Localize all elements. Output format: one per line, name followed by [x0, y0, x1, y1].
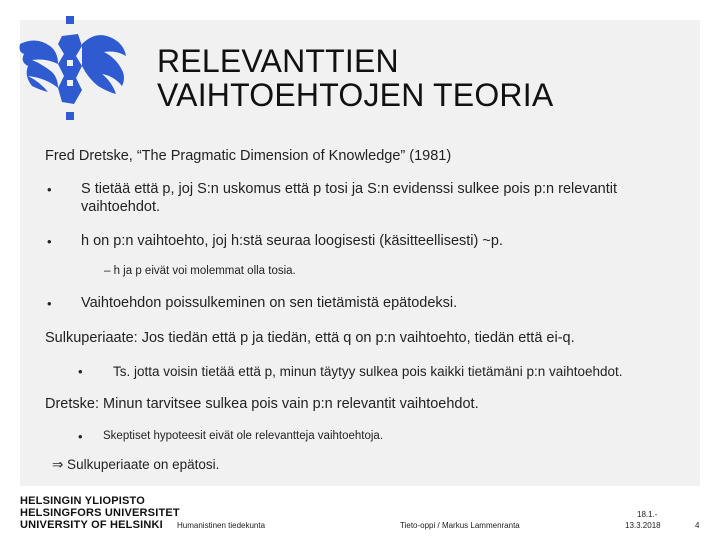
bullet-marker: •: [47, 182, 52, 197]
dretske-bullet-text: Skeptiset hypoteesit eivät ole relevantteja vaihtoehtoja.: [103, 430, 384, 442]
bullet-1-line-2: vaihtoehdot.: [81, 199, 161, 215]
title-line-1: RELEVANTTIEN: [157, 43, 399, 79]
university-wordmark: [20, 495, 180, 531]
title-line-2: VAIHTOEHTOJEN TEORIA: [157, 77, 554, 113]
university-logo-icon: [18, 16, 136, 128]
closure-bullet-text: Ts. jotta voisin tietää että p, minun täytyy sulkea pois kaikki tietämäni p:n vaihtoehdot.: [113, 364, 623, 379]
conclusion-text: ⇒ Sulkuperiaate on epätosi.: [52, 457, 220, 472]
footer-faculty: Humanistinen tiedekunta: [177, 521, 266, 530]
closure-principle-text: Sulkuperiaate: Jos tiedän että p ja tiedän, että q on p:n vaihtoehto, tiedän että ei-q.: [45, 330, 575, 346]
bullet-marker: •: [78, 364, 83, 379]
sub-bullet-text: – h ja p eivät voi molemmat olla tosia.: [104, 265, 296, 277]
footer-course: Tieto-oppi / Markus Lammenranta: [400, 521, 520, 530]
bullet-2-text: h on p:n vaihtoehto, joj h:stä seuraa loogisesti (käsitteellisesti) ~p.: [81, 233, 503, 249]
bullet-3-text: Vaihtoehdon poissulkeminen on sen tietämistä epätodeksi.: [81, 295, 458, 311]
footer-date-line-2: 13.3.2018: [625, 521, 661, 530]
wordmark-line-1: HELSINGIN YLIOPISTO: [20, 495, 146, 507]
page-number: 4: [695, 521, 700, 530]
dretske-text: Dretske: Minun tarvitsee sulkea pois vain p:n relevantit vaihtoehdot.: [45, 396, 479, 412]
bullet-marker: •: [47, 296, 52, 311]
slide-title: [157, 44, 677, 112]
bullet-1-line-1: S tietää että p, joj S:n uskomus että p tosi ja S:n evidenssi sulkee pois p:n relevantit: [81, 181, 617, 197]
reference-text: Fred Dretske, “The Pragmatic Dimension of Knowledge” (1981): [45, 148, 452, 164]
footer-date-line-1: 18.1.-: [637, 510, 658, 519]
bullet-marker: •: [47, 234, 52, 249]
bullet-marker: •: [78, 429, 83, 444]
wordmark-line-2: HELSINGFORS UNIVERSITET: [20, 507, 180, 519]
wordmark-line-3: UNIVERSITY OF HELSINKI: [20, 519, 163, 531]
